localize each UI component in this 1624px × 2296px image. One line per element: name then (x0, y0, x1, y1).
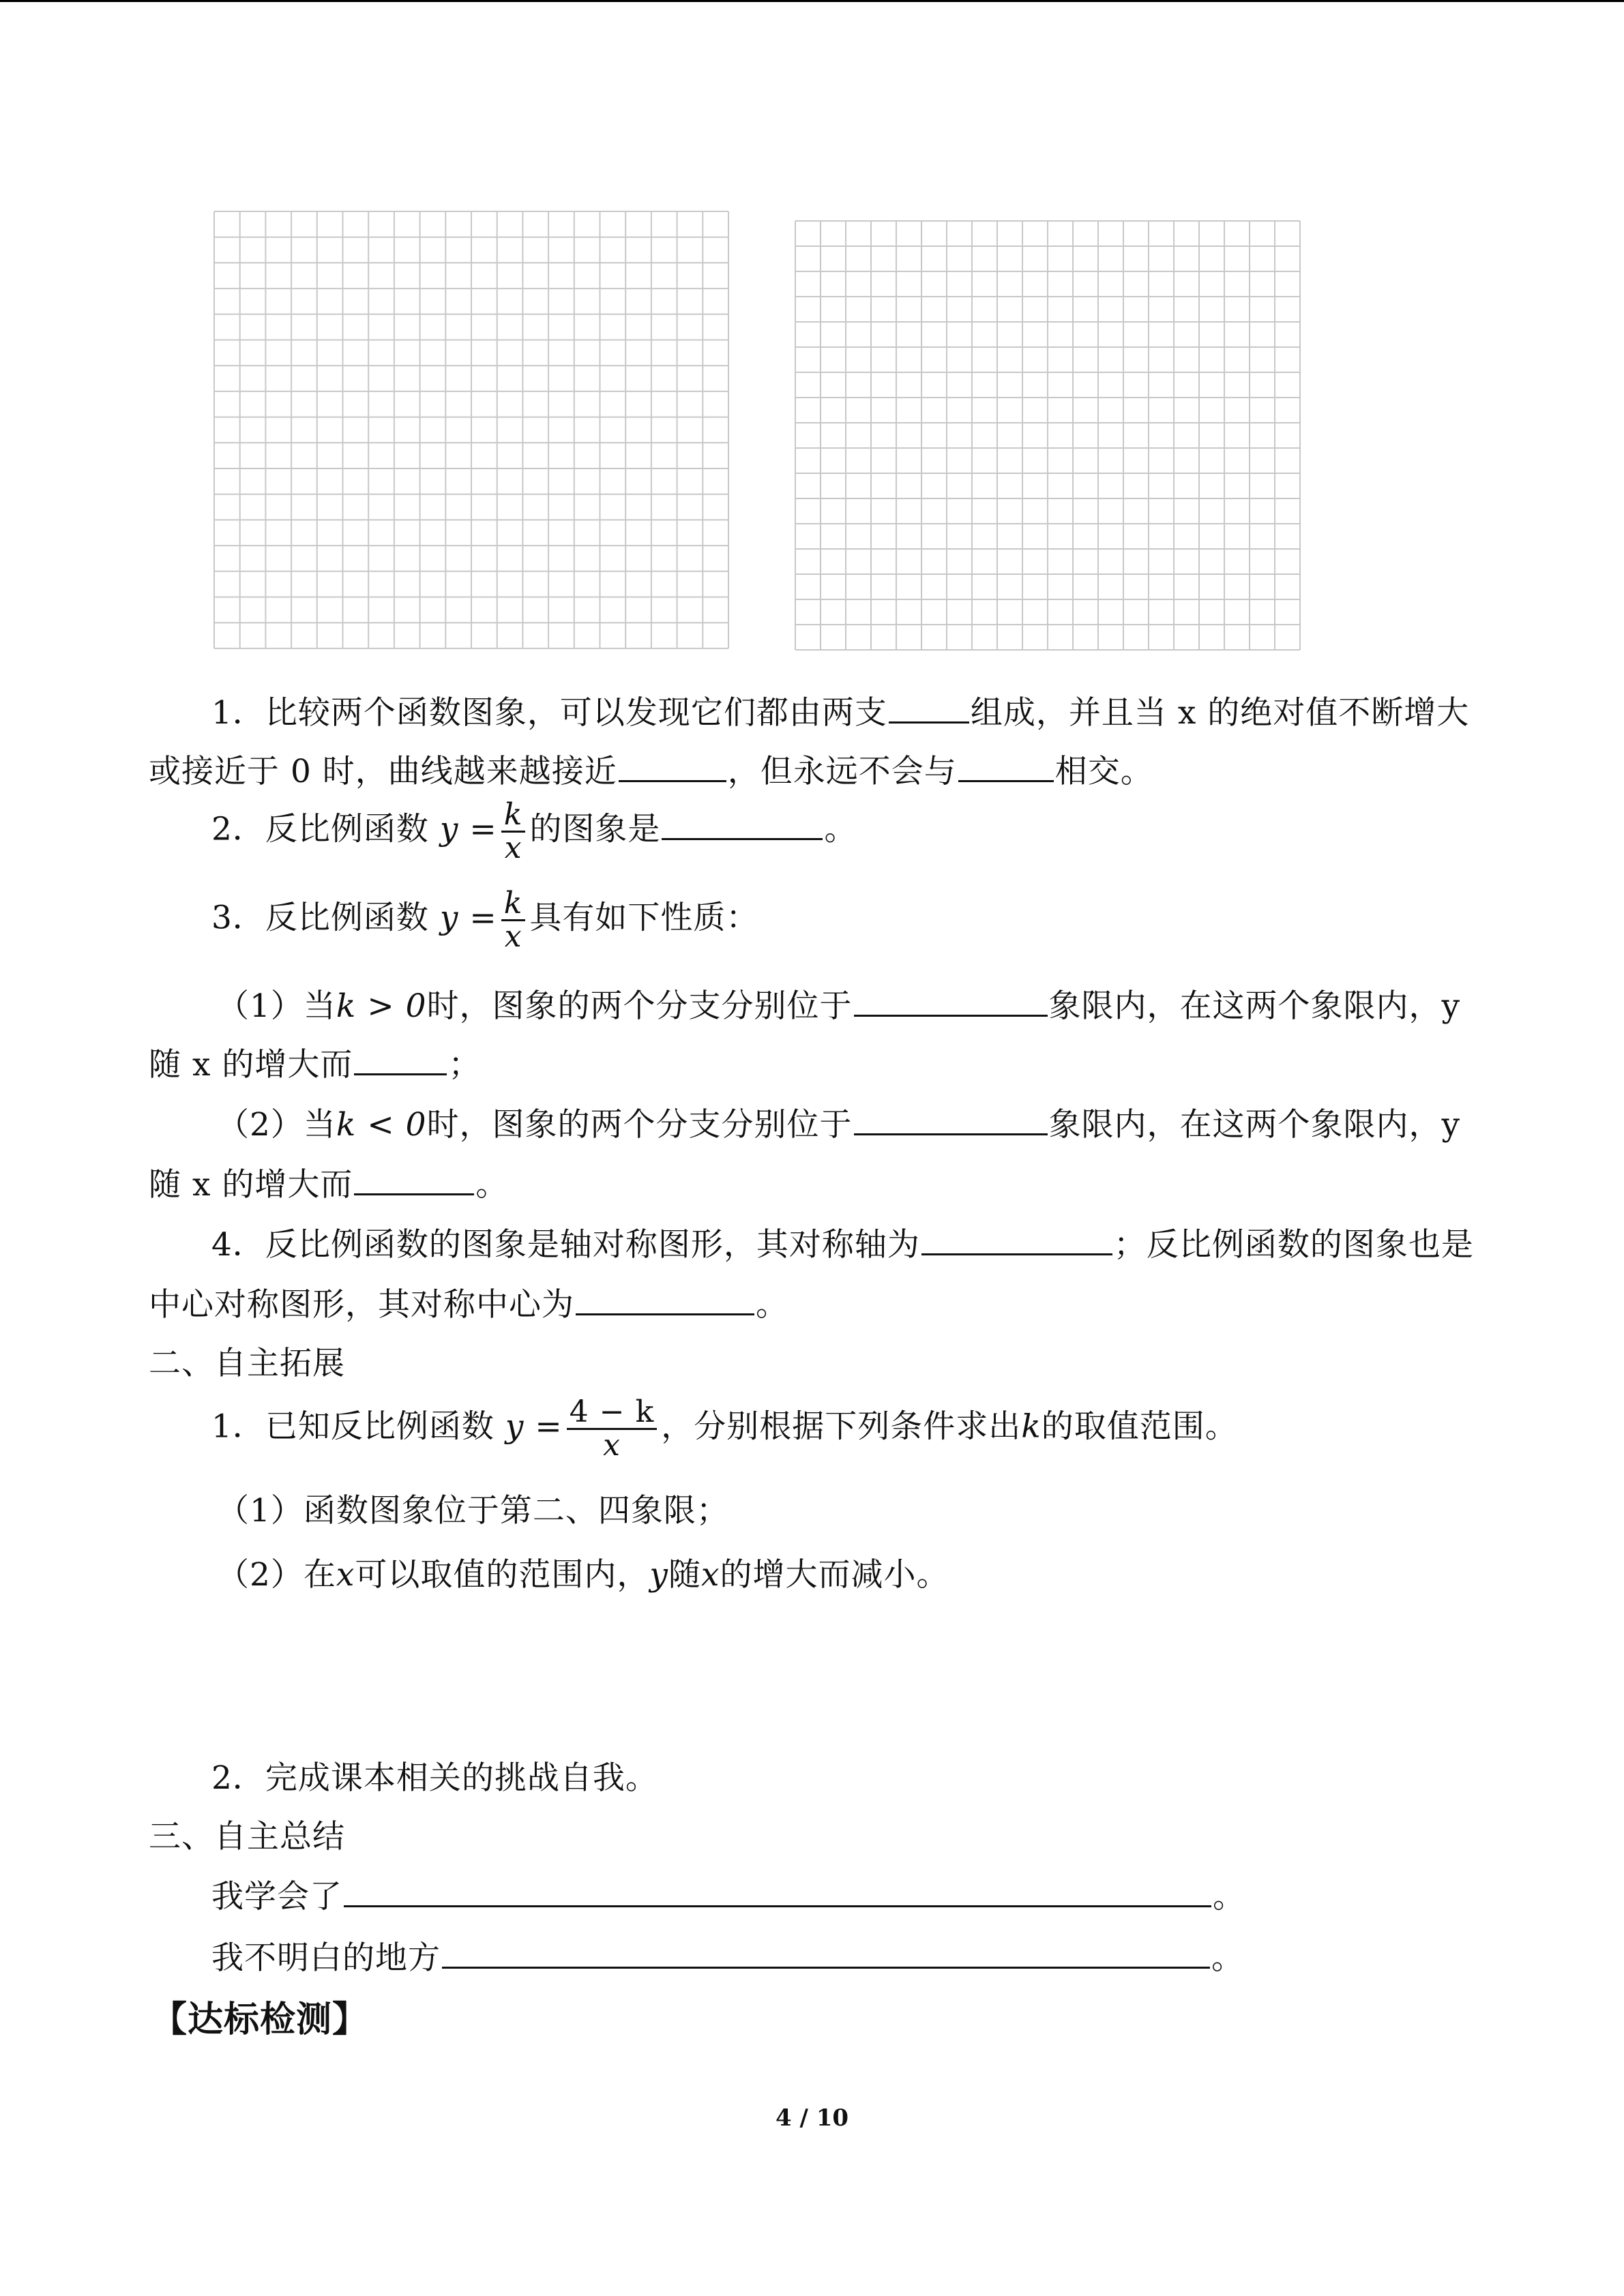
q3-2-number: （2）当 (217, 1106, 336, 1144)
q4-text-d: 。 (756, 1286, 788, 1324)
q2-denominator: x (504, 831, 522, 865)
q3-var-y: y (439, 899, 459, 937)
q2-text-a: 反比例函数 (265, 810, 429, 848)
q3-text-a: 反比例函数 (265, 899, 429, 937)
summary-learned-label: 我学会了 (211, 1878, 342, 1915)
e1-sub2 (217, 1555, 949, 1596)
e1-fraction (567, 1397, 658, 1461)
e1-2-var-y: y (649, 1556, 668, 1594)
q1-text-e: 相交。 (1054, 753, 1153, 790)
q4-line1 (211, 1223, 1474, 1266)
q1-line2 (149, 750, 1153, 792)
e1-sub1: （1）函数图象位于第二、四象限； (217, 1492, 729, 1530)
q2-end: 。 (824, 810, 857, 848)
q3-2-blank-1 (854, 1103, 1048, 1135)
e1-equals: = (535, 1407, 563, 1446)
q3-1-blank-2 (354, 1043, 447, 1075)
q1-text-b: 组成，并且当 x 的绝对值不断增大 (970, 694, 1470, 732)
e1-var-y: y (505, 1407, 525, 1446)
q3-number: 3． (211, 899, 265, 937)
q4-line2 (149, 1283, 788, 1326)
q2-text-b: 的图象是 (529, 810, 661, 848)
q1-text-c: 或接近于 0 时，曲线越来越接近 (149, 753, 617, 790)
q4-text-b: ；反比例函数的图象也是 (1113, 1226, 1474, 1264)
q3-1-text-d: ； (448, 1046, 482, 1084)
q3-2-line2 (149, 1163, 508, 1206)
e2-line: 2．完成课本相关的挑战自我。 (211, 1759, 658, 1797)
e1-2-text-b: 可以取值的范围内， (355, 1556, 650, 1594)
summary-unclear-end: 。 (1211, 1939, 1244, 1977)
q2-line (211, 799, 857, 864)
q3-1-number: （1）当 (217, 987, 336, 1025)
e1-2-text-a: （2）在 (217, 1556, 336, 1594)
q3-2-text-d: 。 (475, 1166, 509, 1204)
q3-2-text-a: 时，图象的两个分支分别位于 (426, 1106, 853, 1144)
e1-2-text-d: 的增大而减小。 (720, 1556, 949, 1594)
q3-2-condition: k < 0 (336, 1106, 427, 1144)
right-grid (794, 220, 1301, 651)
q3-1-text-c: 随 x 的增大而 (149, 1046, 353, 1084)
q1-text-a: 比较两个函数图象，可以发现它们都由两支 (265, 694, 887, 732)
q4-text-c: 中心对称图形，其对称中心为 (149, 1286, 574, 1324)
q2-blank (662, 808, 823, 840)
e1-2-var-x2: x (700, 1556, 720, 1594)
q1-text-d: ，但永远不会与 (727, 753, 957, 790)
e1-line (211, 1397, 1238, 1461)
e1-text-c: 的取值范围。 (1041, 1407, 1238, 1446)
q3-2-blank-2 (354, 1163, 474, 1195)
q3-2-text-c: 随 x 的增大而 (149, 1166, 353, 1204)
e1-text-b: ，分别根据下列条件求出 (661, 1407, 1022, 1446)
q3-1-line2 (149, 1043, 481, 1086)
e1-2-text-c: 随 (668, 1556, 701, 1594)
summary-unclear (211, 1937, 1244, 1979)
q3-equals: = (469, 899, 497, 937)
q2-fraction (501, 799, 526, 864)
q1-line1 (211, 691, 1469, 734)
q3-2-line1 (217, 1103, 1460, 1146)
assessment-heading: 【达标检测】 (151, 1999, 369, 2040)
e1-number: 1． (211, 1407, 265, 1446)
summary-unclear-blank (442, 1937, 1210, 1969)
q3-2-text-b: 象限内，在这两个象限内，y (1048, 1106, 1461, 1144)
q2-numerator: k (503, 797, 523, 832)
summary-unclear-label: 我不明白的地方 (211, 1939, 441, 1977)
q3-denominator: x (504, 919, 522, 954)
q3-1-text-b: 象限内，在这两个象限内，y (1048, 987, 1461, 1025)
q1-number: 1． (211, 694, 265, 732)
q3-1-line1 (217, 985, 1460, 1027)
e1-numerator: 4 − k (569, 1395, 655, 1429)
q2-equals: = (469, 810, 497, 848)
q3-1-text-a: 时，图象的两个分支分别位于 (426, 987, 853, 1025)
e1-2-var-x: x (336, 1556, 355, 1594)
section-2-heading: 二、自主拓展 (149, 1345, 345, 1382)
section-3-heading: 三、自主总结 (149, 1818, 345, 1855)
q1-blank-3 (958, 750, 1054, 782)
summary-learned-blank (344, 1875, 1211, 1907)
q1-blank-2 (619, 750, 726, 782)
q3-line (211, 888, 758, 953)
e1-denominator: x (603, 1428, 621, 1463)
q2-var-y: y (439, 810, 459, 848)
q4-number: 4． (211, 1226, 265, 1264)
q1-blank-1 (889, 691, 969, 724)
q3-fraction (501, 888, 526, 953)
q3-1-condition: k > 0 (336, 987, 427, 1025)
summary-learned (211, 1875, 1245, 1918)
e1-text-a: 已知反比例函数 (265, 1407, 494, 1446)
grid-svg (213, 210, 730, 650)
q4-text-a: 反比例函数的图象是轴对称图形，其对称轴为 (265, 1226, 920, 1264)
grid-svg (794, 220, 1301, 651)
left-grid (213, 210, 730, 650)
q3-text-b: 具有如下性质： (529, 899, 759, 937)
q3-numerator: k (503, 886, 523, 921)
q2-number: 2． (211, 810, 265, 848)
top-border (0, 0, 1624, 2)
summary-learned-end: 。 (1213, 1878, 1245, 1915)
q3-1-blank-1 (854, 985, 1048, 1017)
q4-blank-1 (921, 1223, 1112, 1255)
e1-var-k: k (1021, 1407, 1042, 1446)
page-number: 4 / 10 (775, 2104, 849, 2132)
q4-blank-2 (576, 1283, 754, 1315)
